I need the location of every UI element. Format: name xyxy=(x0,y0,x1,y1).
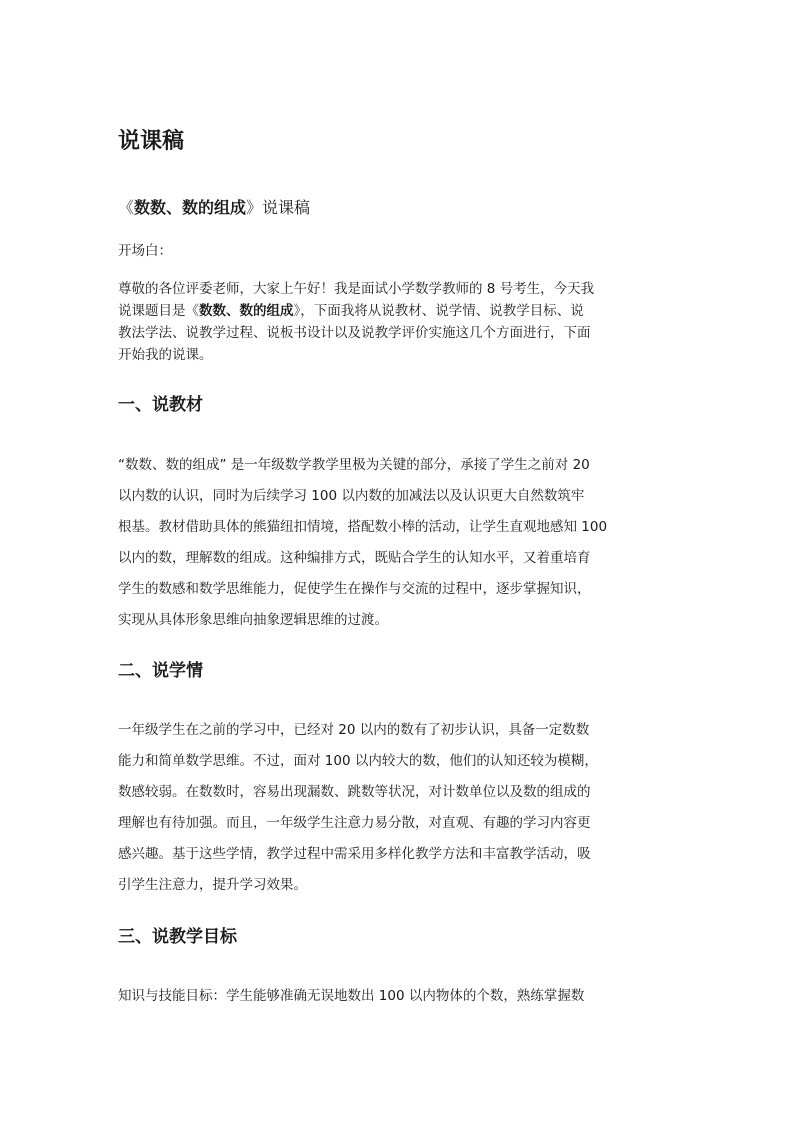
section-heading-textbook: 一、说教材 xyxy=(118,395,203,415)
opening-label: 开场白： xyxy=(118,243,172,259)
subtitle-rest: 说课稿 xyxy=(262,198,311,217)
intro-topic-bold: 数数、数的组成 xyxy=(199,303,294,319)
subtitle-topic: 数数、数的组成 xyxy=(134,198,247,217)
section-paragraph-objectives xyxy=(118,981,584,1012)
intro-line2-before: 说课题目是《 xyxy=(118,303,199,319)
subtitle-close-bracket: 》 xyxy=(246,198,263,217)
paragraph-line: 一年级学生在之前的学习中，已经对 20 以内的数有了初步认识，具备一定数数 xyxy=(118,722,590,738)
paragraph-line: 根基。教材借助具体的熊猫纽扣情境，搭配数小棒的活动，让学生直观地感知 100 xyxy=(118,519,608,535)
intro-line: 开始我的说课。 xyxy=(118,347,213,363)
document-title: 说课稿 xyxy=(118,129,185,154)
paragraph-line: 理解也有待加强。而且，一年级学生注意力易分散，对直观、有趣的学习内容更 xyxy=(118,815,591,831)
paragraph-line: 学生的数感和数学思维能力，促使学生在操作与交流的过程中，逐步掌握知识， xyxy=(118,581,591,597)
intro-line xyxy=(118,300,594,322)
paragraph-line: 感兴趣。基于这些学情，教学过程中需采用多样化教学方法和丰富教学活动，吸 xyxy=(118,846,591,862)
section-heading-objectives: 三、说教学目标 xyxy=(118,927,237,947)
intro-line2-after: 》，下面我将从说教材、说学情、说教学目标、说 xyxy=(293,303,584,319)
document-subtitle xyxy=(118,196,310,220)
section-heading-learners: 二、说学情 xyxy=(118,661,203,681)
section-paragraph-textbook xyxy=(118,450,607,636)
subtitle-open-bracket: 《 xyxy=(118,198,135,217)
paragraph-line: 以内数的认识，同时为后续学习 100 以内数的加减法以及认识更大自然数筑牢 xyxy=(118,488,585,504)
paragraph-line: 数感较弱。在数数时，容易出现漏数、跳数等状况，对计数单位以及数的组成的 xyxy=(118,784,591,800)
paragraph-line: “数数、数的组成” 是一年级数学教学里极为关键的部分，承接了学生之前对 20 xyxy=(118,457,590,473)
paragraph-line: 能力和简单数学思维。不过，面对 100 以内较大的数，他们的认知还较为模糊， xyxy=(118,753,598,769)
intro-paragraph xyxy=(118,278,594,366)
paragraph-line: 知识与技能目标：学生能够准确无误地数出 100 以内物体的个数，熟练掌握数 xyxy=(118,988,585,1004)
paragraph-line: 引学生注意力，提升学习效果。 xyxy=(118,877,307,893)
intro-line: 教法学法、说教学过程、说板书设计以及说教学评价实施这几个方面进行，下面 xyxy=(118,325,591,341)
paragraph-line: 实现从具体形象思维向抽象逻辑思维的过渡。 xyxy=(118,612,388,628)
paragraph-line: 以内的数，理解数的组成。这种编排方式，既贴合学生的认知水平，又着重培育 xyxy=(118,550,591,566)
intro-line: 尊敬的各位评委老师，大家上午好！我是面试小学数学教师的 8 号考生，今天我 xyxy=(118,281,595,297)
section-paragraph-learners xyxy=(118,715,598,901)
